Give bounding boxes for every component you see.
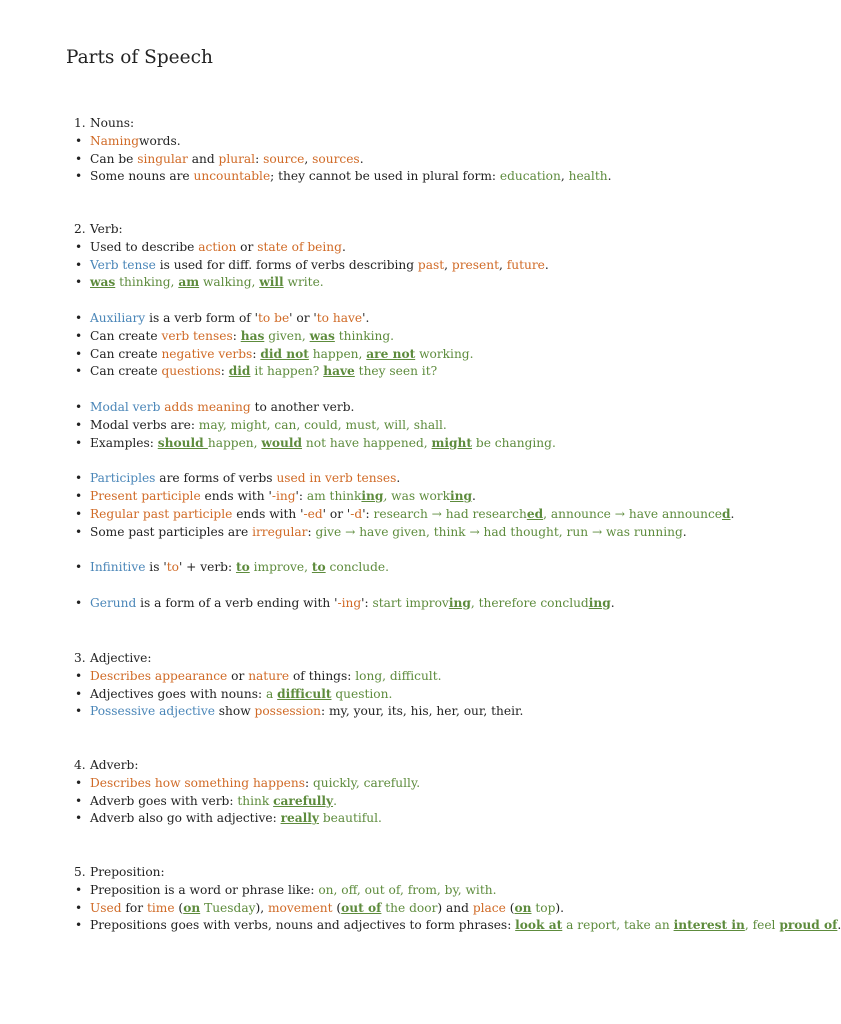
example-text: may, might, can, could, must, will, shall.	[198, 417, 447, 432]
plain-text: :	[232, 328, 241, 343]
bullet-item	[74, 470, 734, 488]
highlight-text: -d	[350, 506, 363, 521]
emphasized-example: are not	[366, 346, 416, 361]
plain-text: ends with '	[232, 506, 304, 521]
example-text: a	[266, 686, 278, 701]
highlight-text: Present participle	[90, 488, 201, 503]
bullet-item	[74, 133, 611, 151]
bullet-item	[74, 346, 734, 364]
plain-text: ,	[444, 257, 452, 272]
example-text: give → have given, think → had thought, run → was running	[315, 524, 683, 539]
emphasized-example: on	[514, 900, 532, 915]
plain-text: or	[236, 239, 258, 254]
highlight-text: used in verb tenses	[276, 471, 397, 486]
emphasized-example: look at	[515, 918, 563, 933]
plain-text: .	[341, 239, 346, 254]
emphasized-example: has	[240, 328, 265, 343]
highlight-text: questions	[161, 364, 221, 379]
section-heading	[74, 650, 523, 668]
term-text: Participles	[90, 471, 156, 486]
plain-text: ) and	[437, 900, 473, 915]
bullet-item	[74, 399, 734, 417]
term-text: Modal verb	[90, 399, 161, 414]
page-title: Parts of Speech	[66, 47, 213, 68]
bullet-item	[74, 668, 523, 686]
highlight-text: Naming	[90, 133, 140, 148]
spacer	[74, 577, 734, 595]
plain-text: Adverb goes with verb:	[90, 793, 238, 808]
emphasized-example: out of	[341, 900, 382, 915]
bullet-item	[74, 506, 734, 524]
example-text: thinking.	[334, 328, 395, 343]
plain-text: .	[610, 595, 615, 610]
bullet-item	[74, 328, 734, 346]
bullet-list	[74, 882, 841, 935]
term-text: Auxiliary	[90, 310, 146, 325]
emphasized-example: did	[228, 364, 251, 379]
plain-text: Can be	[90, 151, 138, 166]
example-text: not have happened,	[302, 435, 432, 450]
highlight-text: present	[451, 257, 499, 272]
plain-text: ' or '	[322, 506, 351, 521]
highlight-text: -ed	[303, 506, 323, 521]
bullet-list	[74, 668, 523, 721]
highlight-text: verb tenses	[161, 328, 233, 343]
example-text: long, difficult.	[355, 668, 442, 683]
section-nouns	[74, 115, 611, 186]
section-heading-text: Preposition:	[90, 865, 165, 879]
example-text: given,	[264, 328, 310, 343]
emphasized-example: proud of	[779, 918, 838, 933]
bullet-list	[74, 399, 734, 452]
section-adjective	[74, 650, 523, 721]
highlight-text: sources	[312, 151, 360, 166]
plain-text: Can create	[90, 364, 162, 379]
emphasized-example: interest in	[673, 918, 745, 933]
example-text: working.	[415, 346, 474, 361]
example-text: quickly, carefully.	[312, 775, 421, 790]
plain-text: (	[332, 900, 342, 915]
bullet-item	[74, 524, 734, 542]
plain-text: :	[255, 151, 264, 166]
highlight-text: Regular past participle	[90, 506, 233, 521]
example-text: .	[333, 793, 337, 808]
emphasized-example: difficult	[277, 686, 332, 701]
bullet-item	[74, 417, 734, 435]
spacer	[74, 452, 734, 470]
bullet-list	[74, 310, 734, 381]
plain-text: is '	[145, 560, 167, 575]
emphasized-example: might	[431, 435, 473, 450]
plain-text: ,	[560, 169, 569, 184]
emphasized-example: did not	[260, 346, 309, 361]
emphasized-example: really	[280, 811, 319, 826]
section-number: 4.	[74, 758, 86, 772]
plain-text: .	[359, 151, 364, 166]
example-text: , announce → have announce	[543, 506, 722, 521]
section-heading-text: Verb:	[90, 222, 123, 236]
example-text: research → had research	[373, 506, 527, 521]
bullet-list	[74, 133, 611, 186]
bullet-item	[74, 775, 420, 793]
plain-text: .	[396, 471, 401, 486]
spacer	[74, 292, 734, 310]
plain-text: are forms of verbs	[155, 471, 277, 486]
bullet-item	[74, 257, 734, 275]
highlight-text: uncountable	[193, 169, 271, 184]
bullet-item	[74, 310, 734, 328]
highlight-text: action	[198, 239, 237, 254]
plain-text: and	[187, 151, 219, 166]
plain-text: '.	[362, 310, 370, 325]
emphasized-example: will	[259, 275, 284, 290]
plain-text: to another verb.	[250, 399, 355, 414]
highlight-text: source	[263, 151, 305, 166]
plain-text: .	[837, 918, 841, 933]
example-text: top	[531, 900, 556, 915]
bullet-list	[74, 595, 734, 613]
highlight-text: Describes how something happens	[90, 775, 305, 790]
section-heading	[74, 757, 420, 775]
plain-text: .	[472, 488, 476, 503]
example-text: they seen it?	[354, 364, 438, 379]
emphasized-example: ing	[448, 595, 471, 610]
emphasized-example: am	[178, 275, 200, 290]
emphasized-example: on	[183, 900, 201, 915]
highlight-text: state of being	[257, 239, 342, 254]
emphasized-example: have	[323, 364, 355, 379]
plain-text: ).	[555, 900, 565, 915]
bullet-item	[74, 917, 841, 935]
section-adverb	[74, 757, 420, 828]
spacer	[74, 541, 734, 559]
example-text: think	[237, 793, 274, 808]
plain-text: Preposition is a word or phrase like:	[90, 882, 319, 897]
highlight-text: nature	[248, 668, 290, 683]
section-number: 2.	[74, 222, 86, 236]
highlight-text: adds meaning	[164, 399, 251, 414]
spacer	[74, 381, 734, 399]
example-text: be changing.	[472, 435, 556, 450]
example-text: it happen?	[250, 364, 324, 379]
term-text: Infinitive	[90, 560, 146, 575]
highlight-text: possession	[254, 704, 322, 719]
plain-text: Used to describe	[90, 239, 199, 254]
bullet-list	[74, 775, 420, 828]
example-text: question.	[331, 686, 393, 701]
plain-text: Examples:	[90, 435, 158, 450]
emphasized-example: would	[261, 435, 303, 450]
term-text: Verb tense	[90, 257, 156, 272]
emphasized-example: was	[90, 275, 116, 290]
plain-text: Can create	[90, 346, 162, 361]
example-text: health	[568, 169, 608, 184]
section-heading-text: Adjective:	[90, 651, 152, 665]
bullet-item	[74, 168, 611, 186]
section-number: 5.	[74, 865, 86, 879]
plain-text: words.	[139, 133, 181, 148]
section-heading	[74, 221, 734, 239]
term-text: Gerund	[90, 595, 137, 610]
plain-text: Prepositions goes with verbs, nouns and adjectives to form phrases:	[90, 918, 516, 933]
emphasized-example: to	[311, 560, 326, 575]
highlight-text: singular	[137, 151, 188, 166]
emphasized-example: ing	[361, 488, 384, 503]
bullet-item	[74, 151, 611, 169]
example-text: , feel	[744, 918, 780, 933]
plain-text: show	[214, 704, 255, 719]
bullet-list	[74, 559, 734, 577]
plain-text: : my, your, its, his, her, our, their.	[321, 704, 524, 719]
plain-text: Adjectives goes with nouns:	[90, 686, 266, 701]
bullet-item	[74, 559, 734, 577]
emphasized-example: was	[309, 328, 335, 343]
highlight-text: movement	[268, 900, 333, 915]
bullet-item	[74, 488, 734, 506]
example-text: Tuesday	[200, 900, 256, 915]
highlight-text: future	[506, 257, 545, 272]
plain-text: ,	[304, 151, 313, 166]
emphasized-example: carefully	[273, 793, 334, 808]
plain-text: ' or '	[289, 310, 317, 325]
section-verb	[74, 221, 734, 613]
plain-text: is used for diff. forms of verbs describing	[155, 257, 418, 272]
plain-text: (	[505, 900, 515, 915]
plain-text: :	[220, 364, 229, 379]
bullet-item	[74, 239, 734, 257]
example-text: start improv	[372, 595, 449, 610]
highlight-text: place	[472, 900, 506, 915]
example-text: happen,	[207, 435, 262, 450]
plain-text: ; they cannot be used in plural form:	[270, 169, 500, 184]
example-text: conclude.	[325, 560, 390, 575]
plain-text: is a form of a verb ending with '	[136, 595, 338, 610]
example-text: a report, take an	[562, 918, 674, 933]
plain-text: Some past participles are	[90, 524, 253, 539]
plain-text: .	[730, 506, 735, 521]
example-text: , was work	[383, 488, 450, 503]
emphasized-example: ed	[526, 506, 544, 521]
bullet-item	[74, 810, 420, 828]
section-number: 3.	[74, 651, 86, 665]
highlight-text: time	[146, 900, 175, 915]
section-number: 1.	[74, 116, 86, 130]
section-preposition	[74, 864, 841, 935]
example-text: am think	[306, 488, 362, 503]
plain-text: ':	[361, 595, 373, 610]
bullet-list	[74, 470, 734, 541]
bullet-item	[74, 686, 523, 704]
plain-text: Can create	[90, 328, 162, 343]
example-text: happen,	[308, 346, 367, 361]
highlight-text: plural	[218, 151, 256, 166]
plain-text: ),	[255, 900, 268, 915]
bullet-item	[74, 274, 734, 292]
plain-text: ':	[295, 488, 307, 503]
highlight-text: past	[417, 257, 445, 272]
highlight-text: to have	[316, 310, 363, 325]
bullet-item	[74, 595, 734, 613]
plain-text: Adverb also go with adjective:	[90, 811, 281, 826]
highlight-text: irregular	[252, 524, 308, 539]
highlight-text: to	[166, 560, 179, 575]
highlight-text: negative verbs	[161, 346, 253, 361]
highlight-text: -ing	[337, 595, 362, 610]
example-text: improve,	[249, 560, 312, 575]
emphasized-example: ing	[588, 595, 611, 610]
plain-text: ' + verb:	[178, 560, 236, 575]
bullet-item	[74, 703, 523, 721]
example-text: the door	[381, 900, 438, 915]
highlight-text: to be	[258, 310, 290, 325]
highlight-text: Used	[90, 900, 122, 915]
plain-text: Some nouns are	[90, 169, 194, 184]
bullet-item	[74, 363, 734, 381]
example-text: write.	[283, 275, 324, 290]
example-text: thinking,	[115, 275, 179, 290]
emphasized-example: should	[157, 435, 208, 450]
term-text: Possessive adjective	[90, 704, 215, 719]
highlight-text: Describes appearance	[90, 668, 228, 683]
plain-text: ,	[498, 257, 507, 272]
section-heading	[74, 115, 611, 133]
example-text: education	[499, 169, 561, 184]
plain-text: .	[682, 524, 687, 539]
plain-text: :	[307, 524, 316, 539]
emphasized-example: ing	[450, 488, 473, 503]
bullet-item	[74, 900, 841, 918]
plain-text: for	[121, 900, 147, 915]
bullet-list	[74, 239, 734, 292]
section-heading	[74, 864, 841, 882]
emphasized-example: to	[235, 560, 250, 575]
plain-text: .	[607, 169, 612, 184]
section-heading-text: Adverb:	[90, 758, 139, 772]
plain-text: or	[227, 668, 249, 683]
bullet-item	[74, 882, 841, 900]
bullet-item	[74, 793, 420, 811]
plain-text: is a verb form of '	[145, 310, 259, 325]
plain-text: Modal verbs are:	[90, 417, 199, 432]
example-text: , therefore conclud	[470, 595, 589, 610]
plain-text: .	[544, 257, 549, 272]
example-text: beautiful.	[318, 811, 382, 826]
example-text: walking,	[199, 275, 260, 290]
highlight-text: -ing	[271, 488, 296, 503]
plain-text: ends with '	[200, 488, 272, 503]
bullet-item	[74, 435, 734, 453]
example-text: on, off, out of, from, by, with.	[318, 882, 497, 897]
plain-text: :	[305, 775, 313, 790]
section-heading-text: Nouns:	[90, 116, 135, 130]
emphasized-example: d	[721, 506, 731, 521]
plain-text: of things:	[289, 668, 356, 683]
plain-text: :	[252, 346, 261, 361]
plain-text: ':	[362, 506, 374, 521]
plain-text: (	[174, 900, 184, 915]
